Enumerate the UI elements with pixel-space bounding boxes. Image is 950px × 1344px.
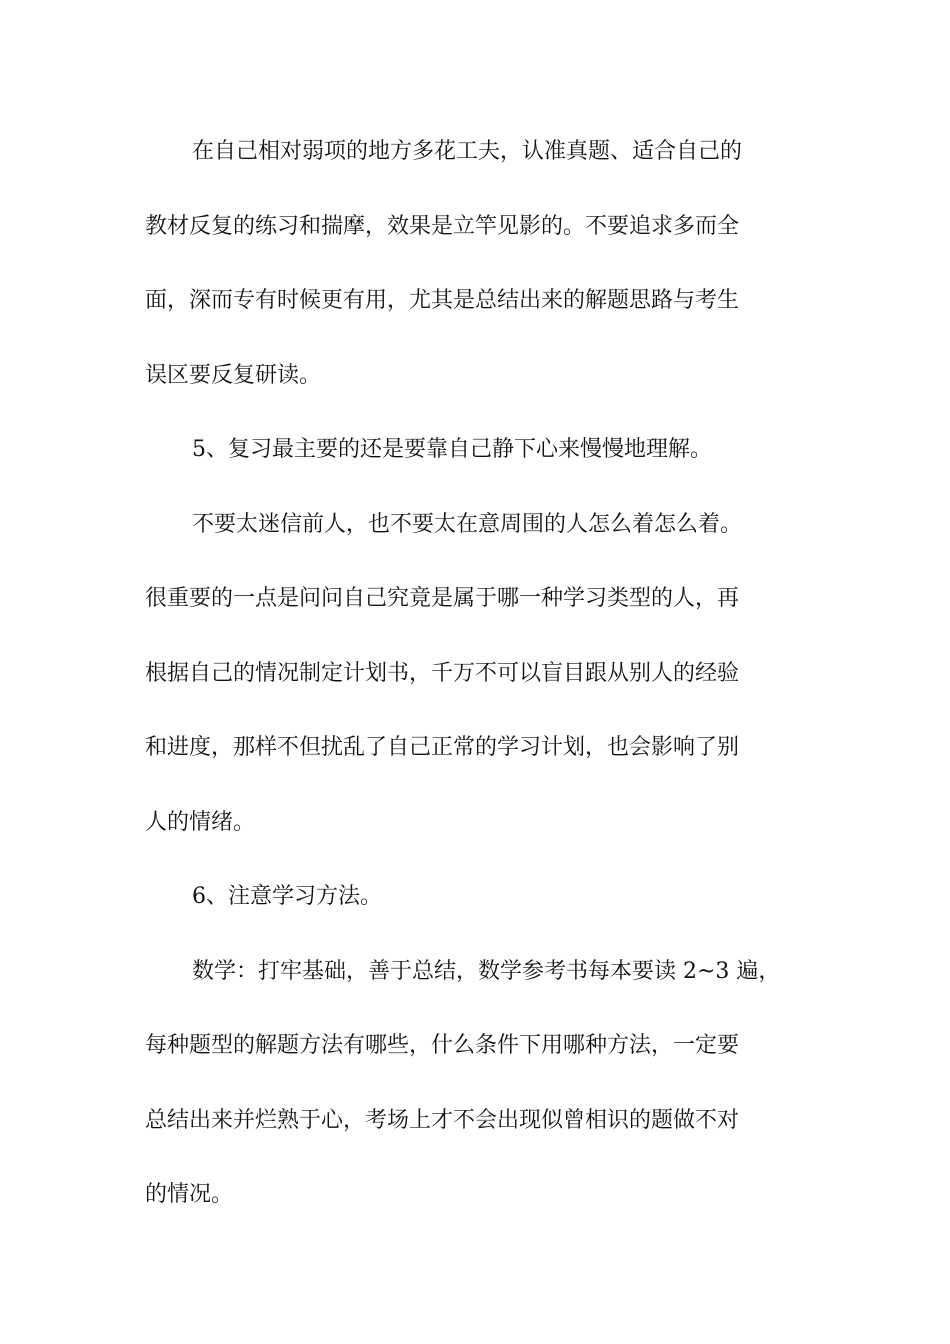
paragraph-line: 在自己相对弱项的地方多花工夫，认准真题、适合自己的	[192, 139, 743, 164]
document-body	[145, 128, 825, 1246]
paragraph-line: 每种题型的解题方法有哪些，什么条件下用哪种方法，一定要	[145, 1033, 740, 1058]
paragraph-line: 误区要反复研读。	[145, 362, 322, 388]
paragraph-item-6	[145, 873, 825, 948]
paragraph-line: 教材反复的练习和揣摩，效果是立竿见影的。不要追求多而全	[145, 213, 740, 239]
paragraph-line: 和进度，那样不但扰乱了自己正常的学习计划，也会影响了别	[145, 735, 740, 760]
paragraph-dont-follow-others	[145, 501, 825, 874]
paragraph-line: 的情况。	[145, 1182, 234, 1207]
paragraph-line: 人的情绪。	[145, 809, 256, 835]
paragraph-line: 6、注意学习方法。	[192, 884, 382, 909]
paragraph-line: 总结出来并烂熟于心，考场上才不会出现似曾相识的题做不对	[145, 1107, 740, 1133]
paragraph-line: 5、复习最主要的还是要靠自己静下心来慢慢地理解。	[192, 437, 712, 462]
paragraph-line: 不要太迷信前人，也不要太在意周围的人怎么着怎么着。	[192, 511, 743, 537]
paragraph-item-5	[145, 426, 825, 501]
paragraph-math	[145, 948, 825, 1246]
paragraph-line: 面，深而专有时候更有用，尤其是总结出来的解题思路与考生	[145, 288, 740, 313]
paragraph-line: 很重要的一点是问问自己究竟是属于哪一种学习类型的人，再	[145, 586, 740, 611]
paragraph-line: 根据自己的情况制定计划书，千万不可以盲目跟从别人的经验	[145, 660, 740, 686]
paragraph-line: 数学：打牢基础，善于总结，数学参考书每本要读 2~3 遍，	[192, 958, 781, 984]
paragraph-weak-areas	[145, 128, 825, 426]
